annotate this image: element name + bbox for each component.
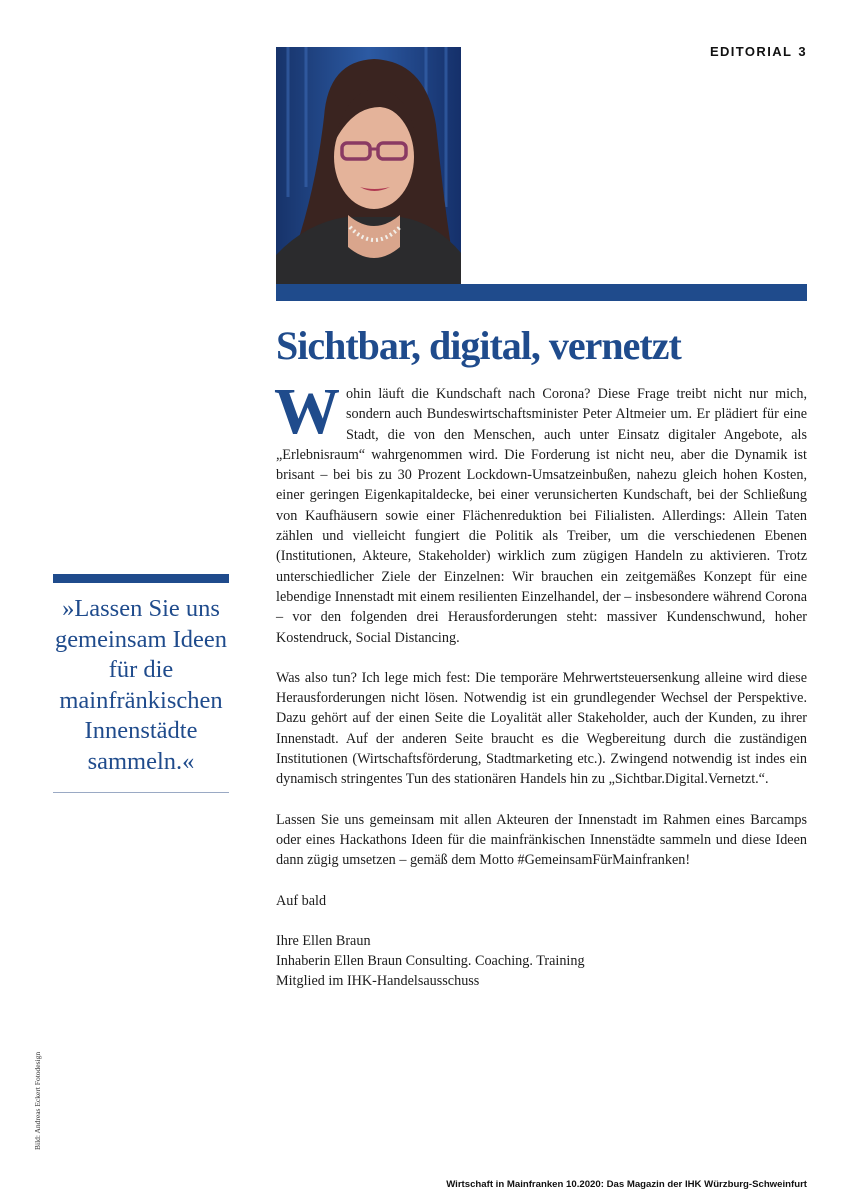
- paragraph-1: [274, 375, 807, 648]
- article-body: [274, 375, 807, 992]
- header-accent-bar: [276, 284, 807, 301]
- paragraph-2: Was also tun? Ich lege mich fest: Die temporäre Mehrwertsteuersenkung alleine wird diese Herausforderungen nicht lösen. Notwendig ist ein grundlegender Wechsel der Perspektive. Dazu gehört auf der einen Seite die Loyalität aller Stakeholder, auch der Kunden, zu ihrer Innenstadt. Auf der anderen Seite braucht es die Wegbereitung durch die zuständigen Institutionen (Wirtschaftsförderung, Stadtmarketing etc.). Zwingend notwendig ist indes ein dynamisch stringentes Tun des stationären Handels hin zu „Sichtbar.Digital.Vernetzt.“.: [276, 669, 807, 788]
- portrait-image: [276, 47, 461, 284]
- article-title: Sichtbar, digital, vernetzt: [276, 323, 681, 368]
- photo-credit: Bild: Andreas Eckert Fotodesign: [33, 1051, 42, 1150]
- section-header: [710, 44, 807, 59]
- paragraph-1-text: ohin läuft die Kundschaft nach Corona? Diese Frage treibt nicht nur mich, sondern auch Bundeswirtschaftsminister Peter Altmeier um. Er plädiert für eine Stadt, die von den Menschen, auch unter Einsatz digitaler Angebote, als „Erlebnisraum“ wahrgenommen wird. Die Forderung ist nicht neu, aber die Dynamik ist brisant – bei bis zu 30 Prozent Lockdown-Umsatzeinbußen, nahezu gleich hohen Kosten, einer geringen Eigenkapitaldecke, bei einer verunsicherten Kundschaft, bei der Schließung von Kaufhäusern sowie einer Flächenreduktion bei Filialisten. Allerdings: Allein Taten zählen und vielleicht fungiert die Politik als Treiber, um die verschiedenen Ebenen (Institutionen, Akteure, Stakeholder) wirklich zum zügigen Handeln zu aktivieren. Trotz unterschiedlicher Ziele der Einzelnen: Wir brauchen ein zeitgemäßes Konzept für eine lebendige Innenstadt mit einem resilienten Einzelhandel, der – insbesondere während Corona – vor den folgenden drei Herausforderungen steht: massiver Kundenschwund, hoher Kostendruck, Social Distancing.: [276, 386, 807, 646]
- pullquote-divider: [53, 792, 229, 793]
- section-label: EDITORIAL: [709, 44, 793, 59]
- signature-role: Inhaberin Ellen Braun Consulting. Coaching. Training: [276, 953, 585, 970]
- drop-cap: W: [274, 375, 340, 448]
- signature-membership: Mitglied im IHK-Handelsausschuss: [276, 973, 480, 990]
- page-number: 3: [798, 44, 807, 59]
- paragraph-3: Lassen Sie uns gemeinsam mit allen Akteuren der Innenstadt im Rahmen eines Barcamps oder eines Hackathons Ideen für die mainfränkischen Innenstädte sammeln und diese Ideen dann zügig umsetzen – gemäß dem Motto #GemeinsamFürMainfranken!: [276, 811, 807, 869]
- signature-name: Ihre Ellen Braun: [276, 932, 371, 949]
- page-footer: Wirtschaft in Mainfranken 10.2020: Das Magazin der IHK Würzburg-Schweinfurt: [446, 1179, 807, 1190]
- closing: Auf bald: [276, 892, 327, 909]
- pullquote: »Lassen Sie uns gemeinsam Ideen für die mainfränkischen Innenstädte sammeln.«: [54, 595, 228, 775]
- pullquote-bar: [53, 574, 229, 583]
- author-photo: [276, 47, 461, 284]
